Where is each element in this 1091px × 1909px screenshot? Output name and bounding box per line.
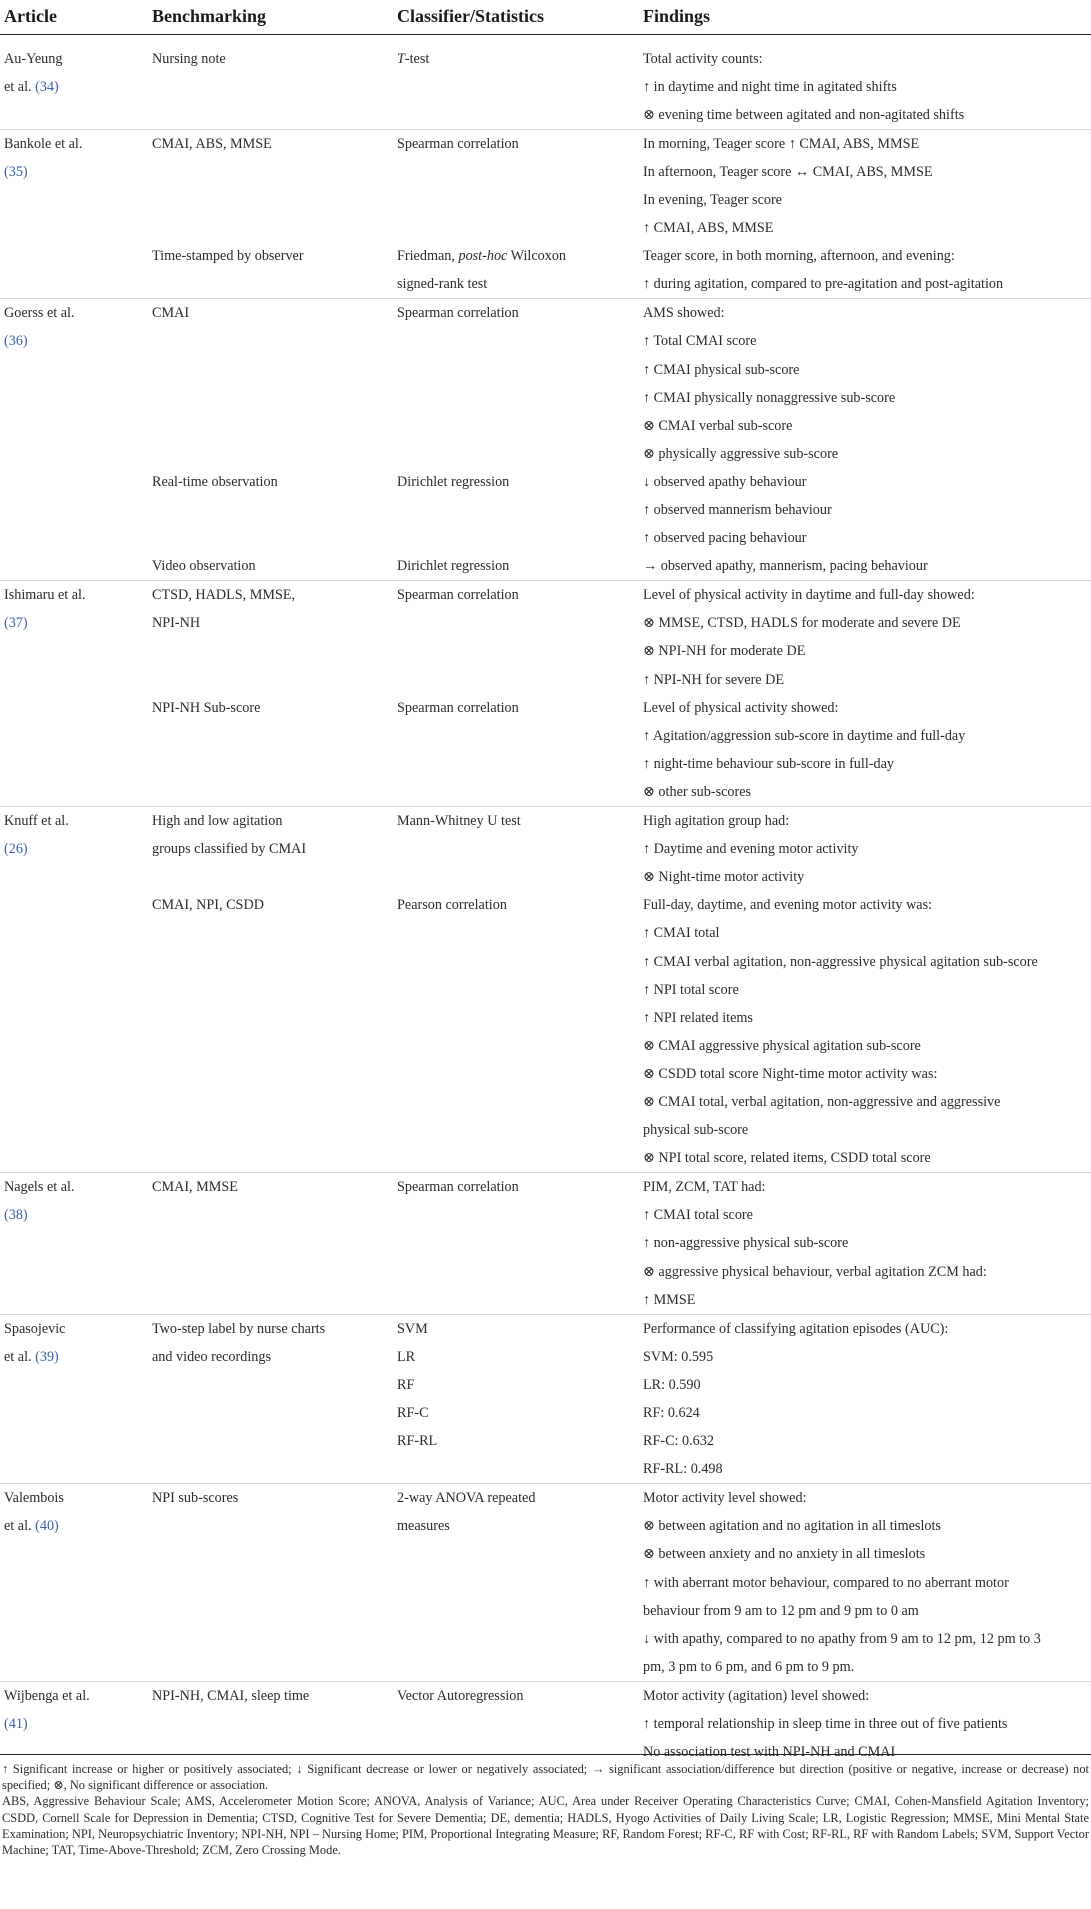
reference-link[interactable]: (26)	[4, 841, 28, 858]
classifier-text: LR	[397, 1348, 416, 1365]
cell-findings	[639, 552, 1091, 581]
cell-findings	[639, 891, 1091, 1172]
cell-findings	[639, 242, 1091, 299]
cell-article	[0, 468, 148, 552]
cell-benchmarking	[148, 242, 393, 299]
article-line	[4, 1682, 148, 1710]
table-footnote	[0, 1754, 1091, 1858]
cell-classifier	[393, 1314, 639, 1484]
classifier-text: Spearman correlation	[397, 1179, 519, 1196]
table-row	[0, 34, 1091, 129]
footnote-symbols: ↑ Significant increase or higher or positively associated; ↓ Significant decrease or lower or negatively associated; → significant association/difference but direction (positive or negative, increase or decrease) not specified; ⊗, No significant difference or association.	[2, 1762, 1089, 1793]
finding-line: ⊗ other sub-scores	[643, 783, 752, 800]
cell-article	[0, 552, 148, 581]
article-line	[4, 327, 148, 355]
article-text: Wijbenga et al.	[4, 1687, 90, 1704]
reference-link[interactable]: (36)	[4, 333, 28, 350]
classifier-text: RF	[397, 1376, 415, 1393]
cell-benchmarking	[148, 1314, 393, 1484]
finding-line: ⊗ aggressive physical behaviour, verbal agitation ZCM had:	[643, 1263, 987, 1280]
classifier-text: Spearman correlation	[397, 587, 519, 604]
table-body	[0, 34, 1091, 1774]
cell-classifier	[393, 34, 639, 129]
classifier-line	[397, 581, 639, 609]
finding-line: Motor activity (agitation) level showed:	[643, 1687, 870, 1704]
benchmark-line: CMAI, ABS, MMSE	[152, 135, 272, 152]
table-row	[0, 299, 1091, 468]
finding-line: AMS showed:	[643, 305, 725, 322]
finding-line: → observed apathy, mannerism, pacing behaviour	[643, 558, 928, 575]
article-line	[4, 299, 148, 327]
finding-line: No association test with NPI-NH and CMAI	[643, 1744, 896, 1761]
finding-line: ↑ non-aggressive physical sub-score	[643, 1235, 849, 1252]
article-line	[4, 73, 148, 101]
table-row	[0, 242, 1091, 299]
cell-classifier	[393, 299, 639, 468]
classifier-line	[397, 242, 639, 270]
finding-line: ⊗ CMAI verbal sub-score	[643, 417, 793, 434]
finding-line: Teager score, in both morning, afternoon, and evening:	[643, 248, 955, 265]
article-text: et al.	[4, 1518, 36, 1535]
article-line	[4, 45, 148, 73]
classifier-text: 2-way ANOVA repeated	[397, 1490, 536, 1507]
cell-classifier	[393, 242, 639, 299]
finding-line: ⊗ MMSE, CTSD, HADLS for moderate and severe DE	[643, 615, 961, 632]
article-line	[4, 807, 148, 835]
table-row	[0, 1173, 1091, 1314]
cell-benchmarking	[148, 694, 393, 807]
finding-line: ⊗ between anxiety and no anxiety in all timeslots	[643, 1546, 926, 1563]
article-line	[4, 1710, 148, 1738]
classifier-text: Spearman correlation	[397, 135, 519, 152]
finding-line: ↑ NPI-NH for severe DE	[643, 671, 785, 688]
finding-line: ⊗ CSDD total score Night-time motor activity was:	[643, 1065, 938, 1082]
benchmark-line: Video observation	[152, 558, 256, 575]
finding-line: ↓ observed apathy behaviour	[643, 473, 807, 490]
classifier-line	[397, 1315, 639, 1343]
header-findings: Findings	[639, 0, 1091, 34]
cell-benchmarking	[148, 1484, 393, 1682]
finding-line: ⊗ NPI-NH for moderate DE	[643, 643, 806, 660]
cell-benchmarking	[148, 468, 393, 552]
classifier-line	[397, 45, 639, 73]
finding-line: ↑ CMAI total	[643, 925, 720, 942]
reference-link[interactable]: (35)	[4, 163, 28, 180]
finding-line: ↓ with apathy, compared to no apathy from 9 am to 12 pm, 12 pm to 3	[643, 1630, 1041, 1647]
finding-line: ↑ Daytime and evening motor activity	[643, 841, 859, 858]
cell-findings	[639, 581, 1091, 694]
finding-line: behaviour from 9 am to 12 pm and 9 pm to 0 am	[643, 1602, 919, 1619]
finding-line: ↑ CMAI, ABS, MMSE	[643, 220, 774, 237]
cell-article	[0, 242, 148, 299]
article-line	[4, 1512, 148, 1540]
classifier-text: Dirichlet regression	[397, 558, 510, 575]
classifier-line	[397, 1343, 639, 1371]
reference-link[interactable]: (41)	[4, 1716, 28, 1733]
article-line	[4, 835, 148, 863]
reference-link[interactable]: (40)	[35, 1518, 59, 1535]
cell-findings	[639, 34, 1091, 129]
article-line	[4, 581, 148, 609]
cell-findings	[639, 694, 1091, 807]
article-text: Bankole et al.	[4, 135, 83, 152]
table-row	[0, 694, 1091, 807]
table-row	[0, 129, 1091, 242]
finding-line: ⊗ CMAI aggressive physical agitation sub-score	[643, 1037, 921, 1054]
finding-line: Level of physical activity in daytime and full-day showed:	[643, 587, 975, 604]
article-text: Goerss et al.	[4, 305, 75, 322]
cell-article	[0, 807, 148, 892]
article-text: Valembois	[4, 1490, 64, 1507]
benchmark-line: Nursing note	[152, 50, 226, 67]
classifier-text: Spearman correlation	[397, 305, 519, 322]
article-text: Ishimaru et al.	[4, 587, 86, 604]
benchmark-line: High and low agitation	[152, 813, 283, 830]
classifier-line	[397, 694, 639, 722]
classifier-text: signed-rank test	[397, 276, 488, 293]
reference-link[interactable]: (38)	[4, 1207, 28, 1224]
cell-benchmarking	[148, 129, 393, 242]
cell-classifier	[393, 1173, 639, 1314]
classifier-text: Dirichlet regression	[397, 473, 510, 490]
classifier-text: measures	[397, 1518, 450, 1535]
cell-classifier	[393, 552, 639, 581]
finding-line: ↑ CMAI physical sub-score	[643, 361, 800, 378]
article-line	[4, 130, 148, 158]
finding-line: ⊗ Night-time motor activity	[643, 869, 805, 886]
article-line	[4, 1201, 148, 1229]
table-row	[0, 468, 1091, 552]
finding-line: ↑ CMAI total score	[643, 1207, 753, 1224]
classifier-text: Pearson correlation	[397, 897, 507, 914]
finding-line: pm, 3 pm to 6 pm, and 6 pm to 9 pm.	[643, 1658, 855, 1675]
article-text: Spasojevic	[4, 1320, 66, 1337]
benchmark-line: NPI sub-scores	[152, 1490, 239, 1507]
cell-article	[0, 1173, 148, 1314]
finding-line: LR: 0.590	[643, 1376, 701, 1393]
classifier-text: Mann-Whitney U test	[397, 813, 521, 830]
classifier-text: SVM	[397, 1320, 428, 1337]
cell-benchmarking	[148, 807, 393, 892]
benchmark-line: Real-time observation	[152, 473, 278, 490]
benchmark-line: NPI-NH, CMAI, sleep time	[152, 1687, 310, 1704]
cell-article	[0, 891, 148, 1172]
finding-line: ↑ with aberrant motor behaviour, compared to no aberrant motor	[643, 1574, 1009, 1591]
article-line	[4, 1173, 148, 1201]
finding-line: Performance of classifying agitation episodes (AUC):	[643, 1320, 949, 1337]
header-classifier: Classifier/Statistics	[393, 0, 639, 34]
table-row	[0, 581, 1091, 694]
benchmark-line: NPI-NH	[152, 615, 201, 632]
classifier-text: Vector Autoregression	[397, 1687, 524, 1704]
article-line	[4, 609, 148, 637]
header-article: Article	[0, 0, 148, 34]
article-text: Knuff et al.	[4, 813, 69, 830]
finding-line: ↑ CMAI physically nonaggressive sub-score	[643, 389, 896, 406]
classifier-line	[397, 1484, 639, 1512]
cell-classifier	[393, 694, 639, 807]
table-row	[0, 1314, 1091, 1484]
finding-line: High agitation group had:	[643, 813, 790, 830]
reference-link[interactable]: (37)	[4, 615, 28, 632]
classifier-line	[397, 299, 639, 327]
article-text: Au-Yeung	[4, 50, 63, 67]
classifier-line	[397, 270, 639, 298]
cell-classifier	[393, 129, 639, 242]
classifier-text: -test	[404, 50, 430, 67]
benchmark-line: Two-step label by nurse charts	[152, 1320, 326, 1337]
cell-classifier	[393, 891, 639, 1172]
cell-classifier	[393, 807, 639, 892]
finding-line: ↑ during agitation, compared to pre-agitation and post-agitation	[643, 276, 1004, 293]
classifier-line	[397, 468, 639, 496]
finding-line: RF-RL: 0.498	[643, 1461, 723, 1478]
cell-article	[0, 299, 148, 468]
cell-classifier	[393, 1484, 639, 1682]
finding-line: In afternoon, Teager score ↔ CMAI, ABS, MMSE	[643, 163, 933, 180]
cell-findings	[639, 807, 1091, 892]
classifier-italic: post-hoc	[458, 248, 508, 265]
finding-line: ⊗ between agitation and no agitation in all timeslots	[643, 1518, 941, 1535]
finding-line: Motor activity level showed:	[643, 1490, 807, 1507]
finding-line: ↑ observed mannerism behaviour	[643, 502, 832, 518]
benchmark-line: NPI-NH Sub-score	[152, 699, 261, 716]
classifier-line	[397, 807, 639, 835]
finding-line: physical sub-score	[643, 1122, 749, 1139]
article-line	[4, 1484, 148, 1512]
finding-line: SVM: 0.595	[643, 1348, 714, 1365]
classifier-text: Friedman,	[397, 248, 459, 265]
finding-line: PIM, ZCM, TAT had:	[643, 1179, 766, 1196]
table-row	[0, 891, 1091, 1172]
finding-line: ⊗ evening time between agitated and non-agitated shifts	[643, 106, 965, 123]
finding-line: ↑ NPI related items	[643, 1009, 753, 1026]
cell-article	[0, 34, 148, 129]
benchmark-line: and video recordings	[152, 1348, 271, 1365]
classifier-text: RF-RL	[397, 1433, 438, 1450]
finding-line: ↑ Total CMAI score	[643, 333, 757, 350]
finding-line: ↑ temporal relationship in sleep time in three out of five patients	[643, 1716, 1008, 1733]
classifier-line	[397, 1399, 639, 1427]
table-row	[0, 807, 1091, 892]
classifier-line	[397, 1512, 639, 1540]
cell-benchmarking	[148, 299, 393, 468]
finding-line: ⊗ NPI total score, related items, CSDD total score	[643, 1150, 931, 1167]
header-row	[0, 0, 1091, 34]
cell-findings	[639, 468, 1091, 552]
finding-line: ↑ NPI total score	[643, 981, 739, 998]
article-line	[4, 1343, 148, 1371]
benchmark-line: Time-stamped by observer	[152, 248, 304, 265]
table-header	[0, 0, 1091, 34]
finding-line: ↑ in daytime and night time in agitated shifts	[643, 78, 897, 95]
article-line	[4, 158, 148, 186]
finding-line: ↑ MMSE	[643, 1291, 696, 1308]
cell-article	[0, 1484, 148, 1682]
finding-line: Full-day, daytime, and evening motor activity was:	[643, 897, 933, 914]
finding-line: ↑ observed pacing behaviour	[643, 530, 807, 547]
cell-article	[0, 581, 148, 694]
benchmark-line: CTSD, HADLS, MMSE,	[152, 587, 296, 604]
reference-link[interactable]: (39)	[35, 1348, 59, 1365]
cell-findings	[639, 1484, 1091, 1682]
classifier-line	[397, 1427, 639, 1455]
finding-line: ↑ Agitation/aggression sub-score in daytime and full-day	[643, 727, 966, 744]
article-line	[4, 1315, 148, 1343]
cell-article	[0, 1314, 148, 1484]
classifier-line	[397, 130, 639, 158]
cell-benchmarking	[148, 34, 393, 129]
cell-benchmarking	[148, 1173, 393, 1314]
cell-article	[0, 129, 148, 242]
classifier-line	[397, 552, 639, 580]
finding-line: Total activity counts:	[643, 50, 763, 67]
cell-findings	[639, 1173, 1091, 1314]
article-text: et al.	[4, 1348, 36, 1365]
classifier-italic: T	[397, 50, 405, 67]
reference-link[interactable]: (34)	[35, 78, 59, 95]
finding-line: ↑ CMAI verbal agitation, non-aggressive physical agitation sub-score	[643, 953, 1038, 970]
finding-line: ⊗ physically aggressive sub-score	[643, 445, 839, 462]
finding-line: In morning, Teager score ↑ CMAI, ABS, MMSE	[643, 135, 920, 152]
benchmark-line: groups classified by CMAI	[152, 841, 307, 858]
cell-benchmarking	[148, 581, 393, 694]
finding-line: ↑ night-time behaviour sub-score in full-day	[643, 755, 894, 772]
cell-findings	[639, 129, 1091, 242]
table-row	[0, 552, 1091, 581]
classifier-line	[397, 1371, 639, 1399]
table-row	[0, 1484, 1091, 1682]
finding-line: Level of physical activity showed:	[643, 699, 839, 716]
classifier-text: RF-C	[397, 1405, 429, 1421]
footnote-abbreviations: ABS, Aggressive Behaviour Scale; AMS, Accelerometer Motion Score; ANOVA, Analysis of Variance; AUC, Area under Receiver Operating Characteristics Curve; CMAI, Cohen-Mansfield Agitation Inventory; CSDD, Cornell Scale for Depression in Dementia; CTSD, Cognitive Test for Severe Dementia; DE, dementia; HADLS, Hyogo Activities of Daily Living Scale; LR, Logistic Regression; MMSE, Mini Mental State Examination; NPI, Neuropsychiatric Inventory; NPI-NH, NPI – Nursing Home; PIM, Proportional Integrating Measure; RF, Random Forest; RF-C, RF with Cost; RF-RL, RF with Random Labels; SVM, Support Vector Machine; TAT, Time-Above-Threshold; ZCM, Zero Crossing Mode.	[2, 1794, 1089, 1858]
finding-line: ⊗ CMAI total, verbal agitation, non-aggressive and aggressive	[643, 1093, 1001, 1110]
cell-findings	[639, 1314, 1091, 1484]
article-text: et al.	[4, 78, 36, 95]
cell-benchmarking	[148, 552, 393, 581]
classifier-line	[397, 1173, 639, 1201]
benchmark-line: CMAI, MMSE	[152, 1179, 238, 1196]
classifier-line	[397, 891, 639, 919]
classifier-line	[397, 1682, 639, 1710]
benchmark-line: CMAI, NPI, CSDD	[152, 897, 264, 914]
classifier-text: Wilcoxon	[507, 248, 567, 265]
cell-benchmarking	[148, 891, 393, 1172]
cell-article	[0, 694, 148, 807]
finding-line: In evening, Teager score	[643, 191, 782, 208]
finding-line: RF-C: 0.632	[643, 1433, 714, 1450]
finding-line: RF: 0.624	[643, 1405, 700, 1421]
header-benchmarking: Benchmarking	[148, 0, 393, 34]
cell-classifier	[393, 468, 639, 552]
benchmark-line: CMAI	[152, 305, 190, 322]
classifier-text: Spearman correlation	[397, 699, 519, 716]
article-text: Nagels et al.	[4, 1179, 75, 1196]
cell-classifier	[393, 581, 639, 694]
cell-findings	[639, 299, 1091, 468]
